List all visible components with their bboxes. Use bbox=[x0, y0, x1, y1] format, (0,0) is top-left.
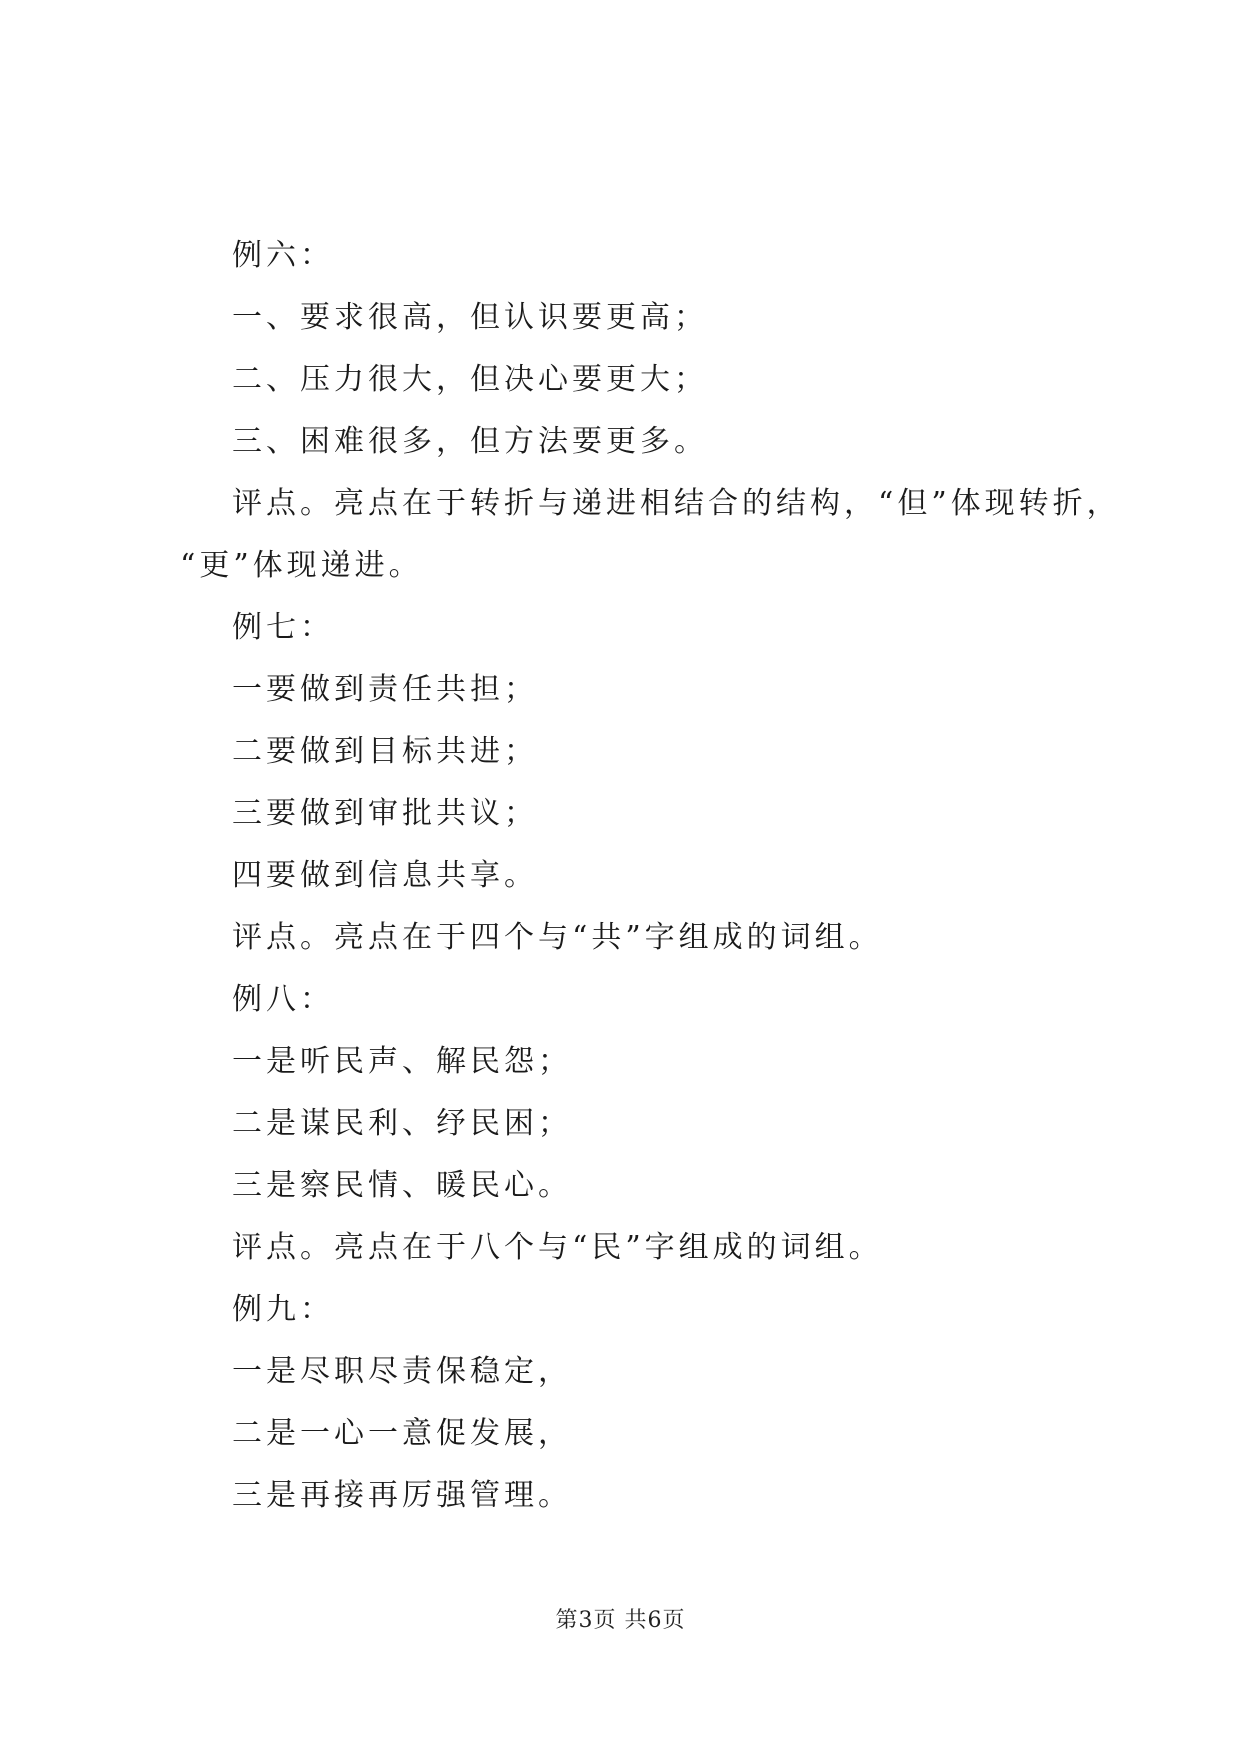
heading-example-8: 例八： bbox=[232, 982, 334, 1017]
list-item: 三、困难很多，但方法要更多。 bbox=[232, 424, 708, 459]
comment-paragraph: 评点。亮点在于转折与递进相结合的结构，“但”体现转折， bbox=[232, 486, 1121, 521]
page-number-footer: 第3页 共6页 bbox=[555, 1608, 686, 1633]
list-item: 一是听民声、解民怨； bbox=[232, 1044, 572, 1079]
heading-example-6: 例六： bbox=[232, 238, 334, 273]
list-item: 三要做到审批共议； bbox=[232, 796, 538, 831]
heading-example-9: 例九： bbox=[232, 1292, 334, 1327]
comment-paragraph-continuation: “更”体现递进。 bbox=[180, 548, 423, 583]
comment-paragraph: 评点。亮点在于四个与“共”字组成的词组。 bbox=[232, 920, 883, 955]
list-item: 二是谋民利、纾民困； bbox=[232, 1106, 572, 1141]
list-item: 二、压力很大，但决心要更大； bbox=[232, 362, 708, 397]
list-item: 一要做到责任共担； bbox=[232, 672, 538, 707]
list-item: 三是察民情、暖民心。 bbox=[232, 1168, 572, 1203]
list-item: 二要做到目标共进； bbox=[232, 734, 538, 769]
list-item: 四要做到信息共享。 bbox=[232, 858, 538, 893]
list-item: 三是再接再厉强管理。 bbox=[232, 1478, 572, 1513]
comment-paragraph: 评点。亮点在于八个与“民”字组成的词组。 bbox=[232, 1230, 883, 1265]
list-item: 二是一心一意促发展， bbox=[232, 1416, 572, 1451]
list-item: 一是尽职尽责保稳定， bbox=[232, 1354, 572, 1389]
list-item: 一、要求很高，但认识要更高； bbox=[232, 300, 708, 335]
heading-example-7: 例七： bbox=[232, 610, 334, 645]
